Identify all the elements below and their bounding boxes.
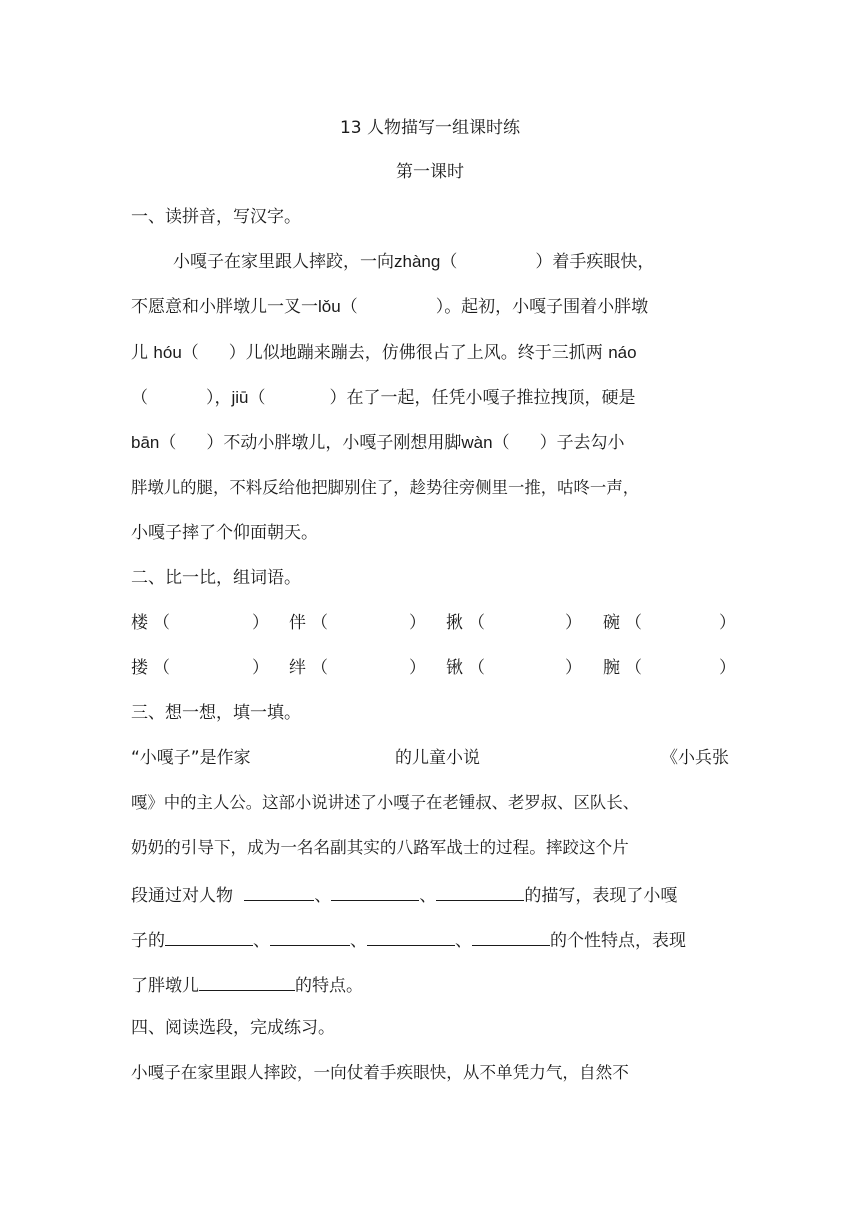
blank-close: ） — [206, 433, 224, 453]
s3-text: 的描写，表现了小嘎 — [524, 886, 678, 906]
s1-text: 小嘎子在家里跟人摔跤，一向 — [173, 252, 394, 272]
pinyin-lou: lǒu — [318, 297, 341, 316]
word-row-1 — [131, 611, 736, 635]
blank-open: （ — [468, 613, 485, 633]
s1-text: 儿 — [131, 343, 148, 363]
char-wan2: 腕 — [603, 658, 620, 678]
word-blank-jiu[interactable] — [486, 611, 566, 635]
fill-blank-2[interactable] — [331, 881, 419, 901]
blank-close: ） — [329, 388, 347, 408]
fill-blank-4[interactable] — [165, 926, 253, 946]
blank-open: （ — [340, 297, 358, 317]
s3-sep: 、 — [350, 931, 367, 951]
blank-close: ） — [565, 658, 582, 678]
s3-line1 — [131, 746, 729, 770]
s3-line6 — [131, 971, 729, 995]
pinyin-zhang: zhàng — [394, 252, 441, 271]
s1-text: 不动小胖墩儿，小嘎子刚想用脚 — [223, 433, 462, 453]
word-blank-wan2[interactable] — [643, 656, 719, 680]
word-row-2 — [131, 656, 736, 680]
char-lou2: 搂 — [131, 658, 148, 678]
char-wan: 碗 — [603, 613, 620, 633]
s3-text: 的儿童小说 — [395, 748, 480, 768]
blank-open: （ — [153, 658, 170, 678]
char-qiao: 锹 — [446, 658, 463, 678]
section1-heading: 一、读拼音，写汉字。 — [131, 207, 301, 227]
s4-line1: 小嘎子在家里跟人摔跤，一向仗着手疾眼快，从不单凭力气，自然不 — [131, 1063, 629, 1082]
blank-open: （ — [131, 388, 148, 408]
section2-heading: 二、比一比，组词语。 — [131, 568, 301, 588]
s3-sep: 、 — [253, 931, 270, 951]
s3-sep: 、 — [419, 886, 437, 906]
word-blank-wan[interactable] — [643, 611, 719, 635]
blank-open: （ — [181, 343, 199, 363]
fill-blank-3[interactable] — [436, 881, 524, 901]
pinyin-wan: wàn — [461, 433, 493, 452]
word-blank-ban2[interactable] — [329, 656, 409, 680]
s3-line4 — [131, 881, 729, 905]
fill-blank-7[interactable] — [472, 926, 550, 946]
word-blank-lou[interactable] — [171, 611, 251, 635]
blank-open: （ — [311, 658, 328, 678]
section4-heading: 四、阅读选段，完成练习。 — [131, 1018, 335, 1038]
s1-text: 着手疾眼快， — [552, 252, 655, 272]
s3-sep: 、 — [455, 931, 472, 951]
section3-heading: 三、想一想，填一填。 — [131, 703, 301, 723]
page-subtitle: 第一课时 — [396, 162, 464, 182]
blank-close: ） — [228, 343, 246, 363]
blank-close: ） — [719, 658, 736, 678]
pinyin-hou: hóu — [153, 343, 182, 362]
s3-text: 《小兵张 — [661, 748, 729, 768]
word-blank-lou2[interactable] — [171, 656, 251, 680]
char-jiu: 揪 — [446, 613, 463, 633]
fill-blank-1[interactable] — [244, 881, 314, 901]
blank-open: （ — [492, 433, 510, 453]
blank-open: （ — [625, 658, 642, 678]
blank-close: ） — [565, 613, 582, 633]
blank-open: （ — [468, 658, 485, 678]
word-blank-qiao[interactable] — [486, 656, 566, 680]
s1-text: ， — [214, 388, 232, 408]
pinyin-jiu: jiū — [231, 388, 249, 407]
s1-line6: 胖墩儿的腿，不料反给他把脚别住了，趁势往旁侧里一推，咕咚一声， — [131, 478, 640, 497]
s1-line4 — [131, 386, 729, 410]
blank-open: （ — [625, 613, 642, 633]
page-title: 13 人物描写一组课时练 — [339, 118, 521, 138]
char-ban2: 绊 — [289, 658, 306, 678]
blank-close: ） — [409, 613, 426, 633]
s1-text: 不愿意和小胖墩儿一叉一 — [131, 297, 318, 317]
s1-line7: 小嘎子摔了个仰面朝天。 — [131, 523, 318, 543]
s3-text: 的特点。 — [295, 976, 363, 996]
s3-text: 了胖墩儿 — [131, 976, 199, 996]
pinyin-nao: náo — [608, 343, 637, 362]
s1-line1 — [173, 250, 729, 274]
fill-blank-6[interactable] — [367, 926, 455, 946]
s1-text: 在了一起，任凭小嘎子推拉拽顶，硬是 — [346, 388, 636, 408]
fill-blank-8[interactable] — [199, 971, 295, 991]
s3-text: 的个性特点，表现 — [550, 931, 686, 951]
blank-open: （ — [248, 388, 266, 408]
blank-close: ） — [719, 613, 736, 633]
char-ban: 伴 — [289, 613, 306, 633]
blank-open: （ — [440, 252, 458, 272]
blank-close: ） — [206, 388, 215, 408]
blank-close: ） — [539, 433, 557, 453]
blank-close: ） — [535, 252, 553, 272]
blank-close: ） — [409, 658, 426, 678]
blank-open: （ — [153, 613, 170, 633]
s3-text: 段通过对人物 — [131, 886, 233, 906]
blank-close: ） — [252, 613, 269, 633]
s1-line2 — [131, 295, 729, 319]
blank-close: ） — [435, 297, 445, 317]
s1-text: 儿似地蹦来蹦去，仿佛很占了上风。终于三抓两 — [245, 343, 603, 363]
s1-line5 — [131, 431, 729, 455]
s1-line3 — [131, 341, 729, 365]
s3-line5 — [131, 926, 729, 950]
s1-text: 子去勾小 — [556, 433, 625, 453]
char-lou: 楼 — [131, 613, 148, 633]
pinyin-ban: bān — [131, 433, 160, 452]
blank-close: ） — [252, 658, 269, 678]
fill-blank-5[interactable] — [270, 926, 350, 946]
s3-line2: 嘎》中的主人公。这部小说讲述了小嘎子在老锺叔、老罗叔、区队长、 — [131, 793, 640, 812]
blank-open: （ — [159, 433, 177, 453]
s1-text: 。起初，小嘎子围着小胖墩 — [444, 297, 649, 317]
blank-open: （ — [311, 613, 328, 633]
s3-text: 子的 — [131, 931, 165, 951]
s3-text: “小嘎子”是作家 — [131, 748, 251, 768]
word-blank-ban[interactable] — [329, 611, 409, 635]
s3-line3: 奶奶的引导下，成为一名名副其实的八路军战士的过程。摔跤这个片 — [131, 838, 629, 857]
s3-sep: 、 — [314, 886, 332, 906]
